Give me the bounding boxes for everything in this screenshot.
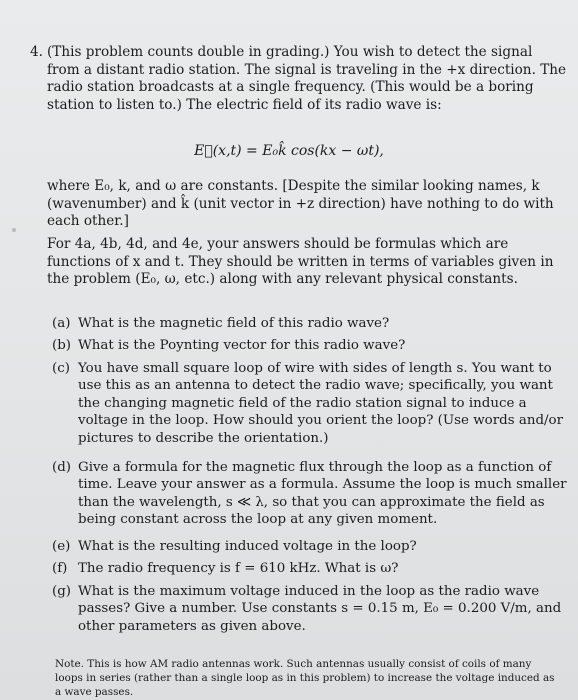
margin-dot xyxy=(12,228,16,232)
problem-intro: (This problem counts double in grading.) You wish to detect the signal from a distant radio station. The signal is traveling in the +x direction. The radio station broadcasts at a single frequency. (This would be a boring station to listen to.) The electric field of its radio wave is: xyxy=(47,44,567,113)
part-text: What is the maximum voltage induced in the loop as the radio wave passes? Give a number. Use constants s = 0.15 m, E₀ = 0.200 V/m, and other parameters as given above. xyxy=(78,584,562,634)
part-text: Give a formula for the magnetic flux through the loop as a function of time. Leave your answer as a formula. Assume the loop is much smaller than the wavelength, s ≪ λ, so that you can approximate the field as being constant across the loop at any given moment. xyxy=(78,460,567,528)
part-label: (d) xyxy=(52,460,72,475)
part-text: What is the Poynting vector for this radio wave? xyxy=(78,338,406,353)
part-label: (f) xyxy=(52,561,68,576)
part-text: What is the magnetic field of this radio wave? xyxy=(78,316,390,331)
part-text: The radio frequency is f = 610 kHz. What is ω? xyxy=(78,561,399,576)
part-label: (b) xyxy=(52,338,72,353)
part-text: What is the resulting induced voltage in the loop? xyxy=(78,539,417,554)
part-label: (e) xyxy=(52,539,71,554)
part-text: You have small square loop of wire with sides of length s. You want to use this as an antenna to detect the radio wave; specifically, you want the changing magnetic field of the radio station signal to induce a voltage in the loop. How should you orient the loop? (Use words and/or pictures to describe the orientation.) xyxy=(78,361,563,446)
note-paragraph: Note. This is how AM radio antennas work. Such antennas usually consist of coils of many loops in series (rather than a single loop as in this problem) to increase the voltage induced as a wave passes. xyxy=(55,658,555,698)
problem-number: 4. xyxy=(30,44,43,60)
instructions-paragraph: For 4a, 4b, 4d, and 4e, your answers should be formulas which are functions of x and t. They should be written in terms of variables given in the problem (E₀, ω, etc.) along with any relevant physical constants. xyxy=(47,236,554,288)
part-label: (c) xyxy=(52,361,70,376)
part-label: (a) xyxy=(52,316,71,331)
where-paragraph: where E₀, k, and ω are constants. [Despite the similar looking names, k (wavenumber) and k̂ (unit vector in +z direction) have nothing to do with each other.] xyxy=(47,178,554,230)
part-label: (g) xyxy=(52,584,72,599)
electric-field-equation: E⃗(x,t) = E₀k̂ cos(kx − ωt), xyxy=(194,143,384,159)
